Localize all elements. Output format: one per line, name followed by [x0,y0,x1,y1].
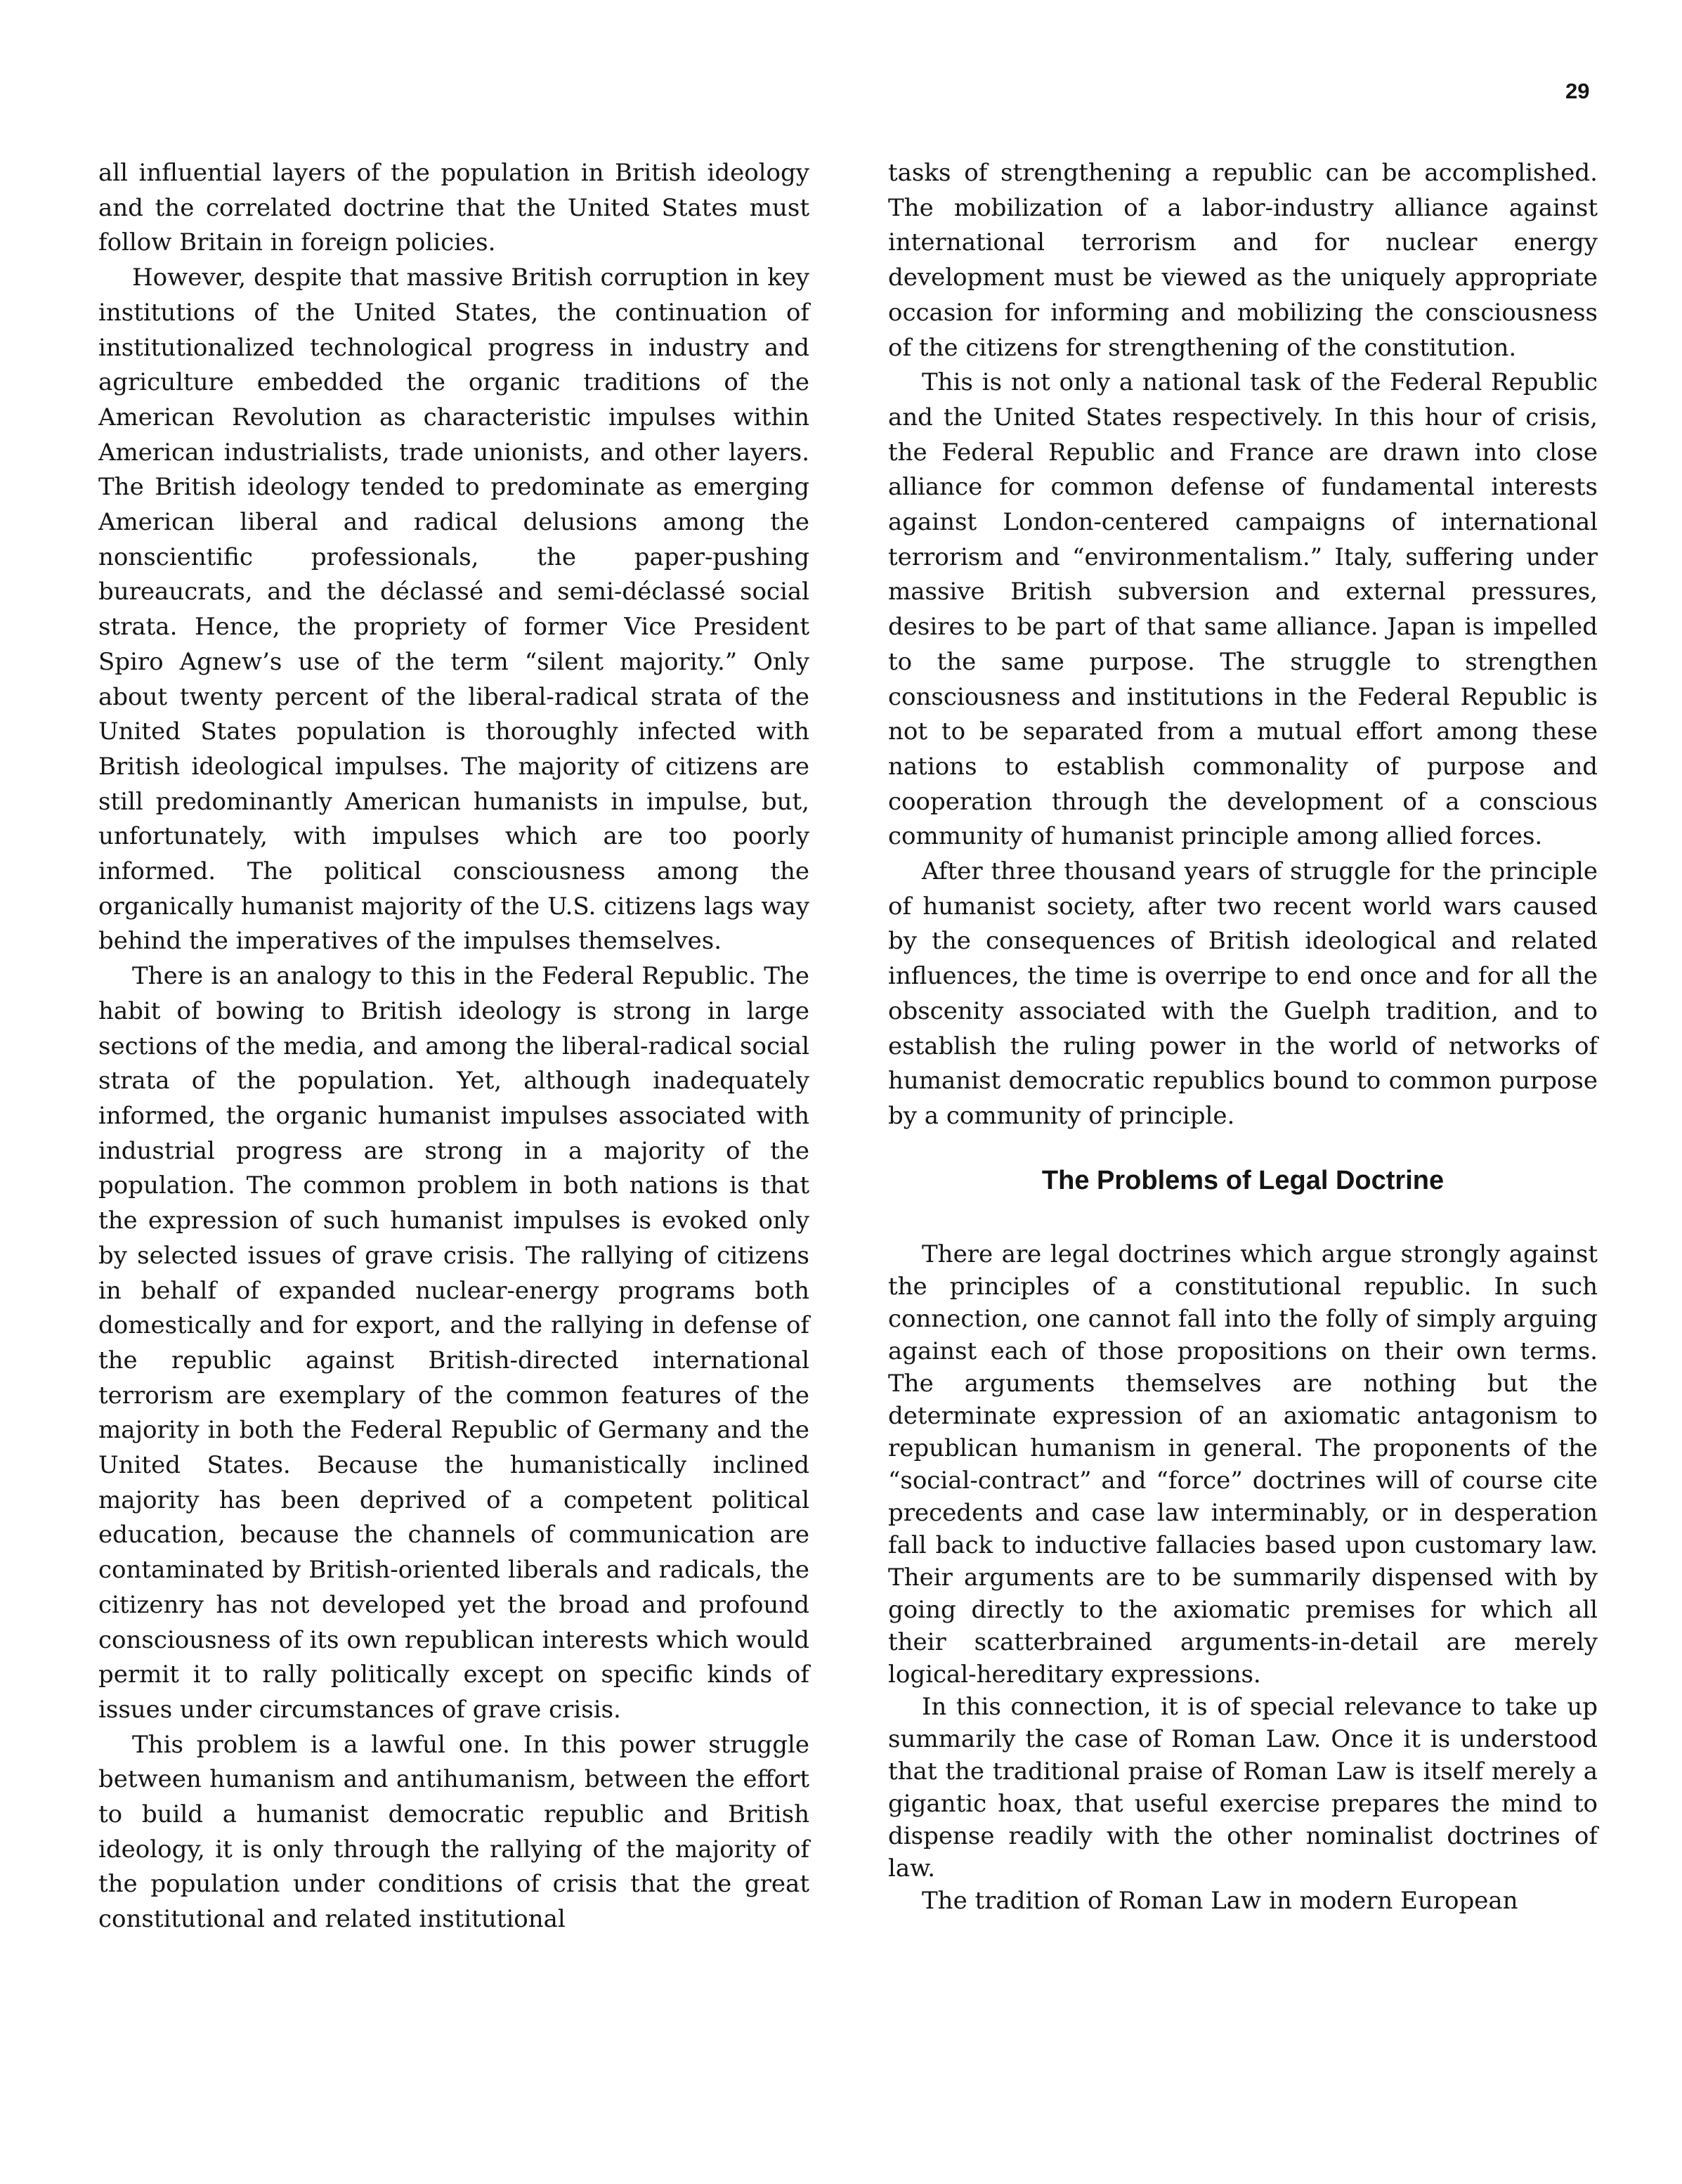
body-paragraph: all influential layers of the population in British ideology and the correlated doctrine that the United States must follow Britain in foreign policies. [98,159,809,257]
body-paragraph: This problem is a lawful one. In this power struggle between humanism and antihumanism, between the effort to build a humanist democratic republic and British ideology, it is only through the rallying of the majority of the population under conditions of crisis that the great constitutional and related institutional [98,1730,809,1934]
section-heading: The Problems of Legal Doctrine [1041,1165,1445,1195]
left-column [98,156,809,1937]
body-paragraph: This is not only a national task of the Federal Republic and the United States respectively. In this hour of crisis, the Federal Republic and France are drawn into close alliance for common defense of fundamental interests against London-centered campaigns of international terrorism and “environmentalism.” Italy, suffering under massive British subversion and external pressures, desires to be part of that same alliance. Japan is impelled to the same purpose. The struggle to strengthen consciousness and institutions in the Federal Republic is not to be separated from a mutual effort among these nations to establish commonality of purpose and cooperation through the development of a conscious community of humanist principle among allied forces. [888,368,1598,851]
right-column [888,156,1598,1917]
body-paragraph: After three thousand years of struggle for the principle of humanist society, after two recent world wars caused by the consequences of British ideological and related influences, the time is overripe to end once and for all the obscenity associated with the Guelph tradition, and to establish the ruling power in the world of networks of humanist democratic republics bound to common purpose by a community of principle. [888,857,1598,1130]
body-paragraph: The tradition of Roman Law in modern European [922,1886,1518,1915]
page-number: 29 [1565,79,1590,103]
body-paragraph: There are legal doctrines which argue strongly against the principles of a constitutional republic. In such connection, one cannot fall into the folly of simply arguing against each of those propositions on their own terms. The arguments themselves are nothing but the determinate expression of an axiomatic antagonism to republican humanism in general. The proponents of the “social-contract” and “force” doctrines will of course cite precedents and case law interminably, or in desperation fall back to inductive fallacies based upon customary law. Their arguments are to be summarily dispensed with by going directly to the axiomatic premises for which all their scatterbrained arguments-in-detail are merely logical-hereditary expressions. [888,1240,1598,1689]
body-paragraph: tasks of strengthening a republic can be accomplished. The mobilization of a labor-industry alliance against international terrorism and for nuclear energy development must be viewed as the uniquely appropriate occasion for informing and mobilizing the consciousness of the citizens for strengthening of the constitution. [888,159,1598,362]
body-paragraph: However, despite that massive British corruption in key institutions of the United States, the continuation of institutionalized technological progress in industry and agriculture embedded the organic traditions of the American Revolution as characteristic impulses within American industrialists, trade unionists, and other layers. The British ideology tended to predominate as emerging American liberal and radical delusions among the nonscientific professionals, the paper-pushing bureaucrats, and the déclassé and semi-déclassé social strata. Hence, the propriety of former Vice President Spiro Agnew’s use of the term “silent majority.” Only about twenty percent of the liberal-radical strata of the United States population is thoroughly infected with British ideological impulses. The majority of citizens are still predominantly American humanists in impulse, but, unfortunately, with impulses which are too poorly informed. The political consciousness among the organically humanist majority of the U.S. citizens lags way behind the imperatives of the impulses themselves. [98,264,809,956]
body-paragraph: There is an analogy to this in the Federal Republic. The habit of bowing to British ideology is strong in large sections of the media, and among the liberal-radical social strata of the population. Yet, although inadequately informed, the organic humanist impulses associated with industrial progress are strong in a majority of the population. The common problem in both nations is that the expression of such humanist impulses is evoked only by selected issues of grave crisis. The rallying of citizens in behalf of expanded nuclear-energy programs both domestically and for export, and the rallying in defense of the republic against British-directed international terrorism are exemplary of the common features of the majority in both the Federal Republic of Germany and the United States. Because the humanistically inclined majority has been deprived of a competent political education, because the channels of communication are contaminated by British-oriented liberals and radicals, the citizenry has not developed yet the broad and profound consciousness of its own republican interests which would permit it to rally politically except on specific kinds of issues under circumstances of grave crisis. [98,962,809,1724]
body-paragraph: In this connection, it is of special relevance to take up summarily the case of Roman Law. Once it is understood that the traditional praise of Roman Law is itself merely a gigantic hoax, that useful exercise prepares the mind to dispense readily with the other nominalist doctrines of law. [888,1692,1598,1883]
